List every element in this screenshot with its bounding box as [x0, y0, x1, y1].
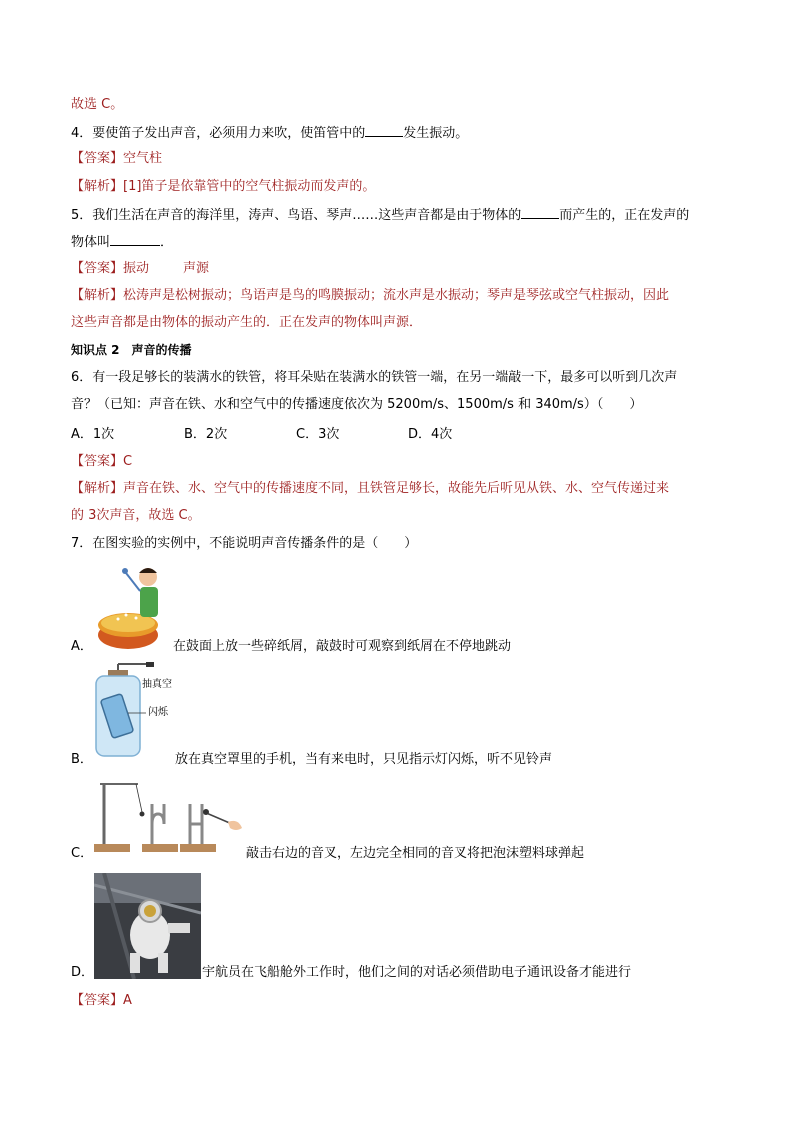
answer-value: 空气柱	[123, 151, 163, 166]
analysis-6-line-2: 的 3次声音，故选 C。	[71, 508, 201, 523]
analysis-text: 松涛声是松树振动；鸟语声是鸟的鸣膜振动；流水声是水振动；琴声是琴弦或空气柱振动，因此	[123, 288, 670, 303]
tuning-fork-figure	[92, 778, 244, 864]
question-7: 7．在图实验的实例中，不能说明声音传播条件的是（ ）	[71, 536, 418, 551]
answer-tag: 【答案】	[71, 993, 124, 1008]
answer-5	[71, 260, 209, 278]
vacuum-jar-figure	[92, 662, 188, 762]
q5-blank-2	[110, 232, 160, 246]
question-4	[71, 123, 468, 143]
analysis-5-line-2: 这些声音都是由物体的振动产生的．正在发声的物体叫声源．	[71, 315, 423, 330]
analysis-tag: 【解析】	[71, 288, 124, 303]
answer-tag: 【答案】	[71, 261, 124, 276]
answer-tag: 【答案】	[71, 151, 124, 166]
drum-boy-figure	[96, 563, 168, 655]
q6-option-b: B．2次	[184, 427, 228, 442]
analysis-4	[71, 178, 375, 196]
analysis-tag: 【解析】	[71, 179, 124, 194]
q6-option-d: D．4次	[408, 427, 453, 442]
q6-option-c: C．3次	[296, 427, 340, 442]
analysis-text: [1]笛子是依靠管中的空气柱振动而发声的。	[123, 179, 376, 194]
answer-4	[71, 150, 162, 168]
analysis-text: 声音在铁、水、空气中的传播速度不同，且铁管足够长，故能先后听见从铁、水、空气传递过来	[123, 481, 670, 496]
q6-option-a: A．1次	[71, 427, 115, 442]
q7-option-c-text: 敲击右边的音叉，左边完全相同的音叉将把泡沫塑料球弹起	[246, 846, 585, 861]
q4-text-a: 4．要使笛子发出声音，必须用力来吹，使笛管中的	[71, 126, 366, 141]
question-6-line-2: 音？（已知：声音在铁、水和空气中的传播速度依次为 5200m/s、1500m/s 和 340m/s）（ ）	[71, 397, 643, 412]
analysis-6-line-1	[71, 480, 669, 498]
q7-option-c-label: C．	[71, 846, 94, 861]
section-heading: 知识点 2 声音的传播	[71, 343, 192, 357]
q5-text-c: 物体叫	[71, 235, 111, 250]
analysis-5-line-1	[71, 287, 669, 305]
vacuum-label: 抽真空	[142, 679, 172, 690]
q5-blank-1	[521, 205, 559, 219]
answer-tag: 【答案】	[71, 454, 124, 469]
question-5-line-1	[71, 205, 689, 225]
conclusion-line: 故选 C。	[71, 97, 124, 112]
q7-option-b-text: 放在真空罩里的手机，当有来电时，只见指示灯闪烁，听不见铃声	[175, 752, 553, 767]
q7-option-a-label: A．	[71, 639, 93, 654]
q7-option-a-text: 在鼓面上放一些碎纸屑，敲鼓时可观察到纸屑在不停地跳动	[173, 639, 512, 654]
q7-option-d-text: 宇航员在飞船舱外工作时，他们之间的对话必须借助电子通讯设备才能进行	[202, 965, 632, 980]
answer-value-2: 声源	[183, 261, 210, 276]
answer-6	[71, 453, 132, 471]
q5-text-b: 而产生的，正在发声的	[559, 208, 690, 223]
analysis-tag: 【解析】	[71, 481, 124, 496]
question-5-line-2	[71, 232, 173, 252]
q4-blank	[365, 123, 403, 137]
answer-value: C	[123, 454, 133, 469]
answer-value-1: 振动	[123, 261, 150, 276]
answer-value: A	[123, 993, 132, 1008]
answer-7	[71, 992, 132, 1010]
astronaut-photo	[94, 873, 201, 979]
question-6-line-1: 6．有一段足够长的装满水的铁管，将耳朵贴在装满水的铁管一端，在另一端敲一下，最多可以听到几次声	[71, 370, 678, 385]
q5-text-a: 5．我们生活在声音的海洋里，涛声、鸟语、琴声……这些声音都是由于物体的	[71, 208, 522, 223]
q5-text-d: ．	[160, 235, 174, 250]
q7-option-b-label: B．	[71, 752, 93, 767]
q7-option-d-label: D．	[71, 965, 95, 980]
flash-label: 闪烁	[148, 707, 168, 718]
q4-text-b: 发生振动。	[403, 126, 469, 141]
